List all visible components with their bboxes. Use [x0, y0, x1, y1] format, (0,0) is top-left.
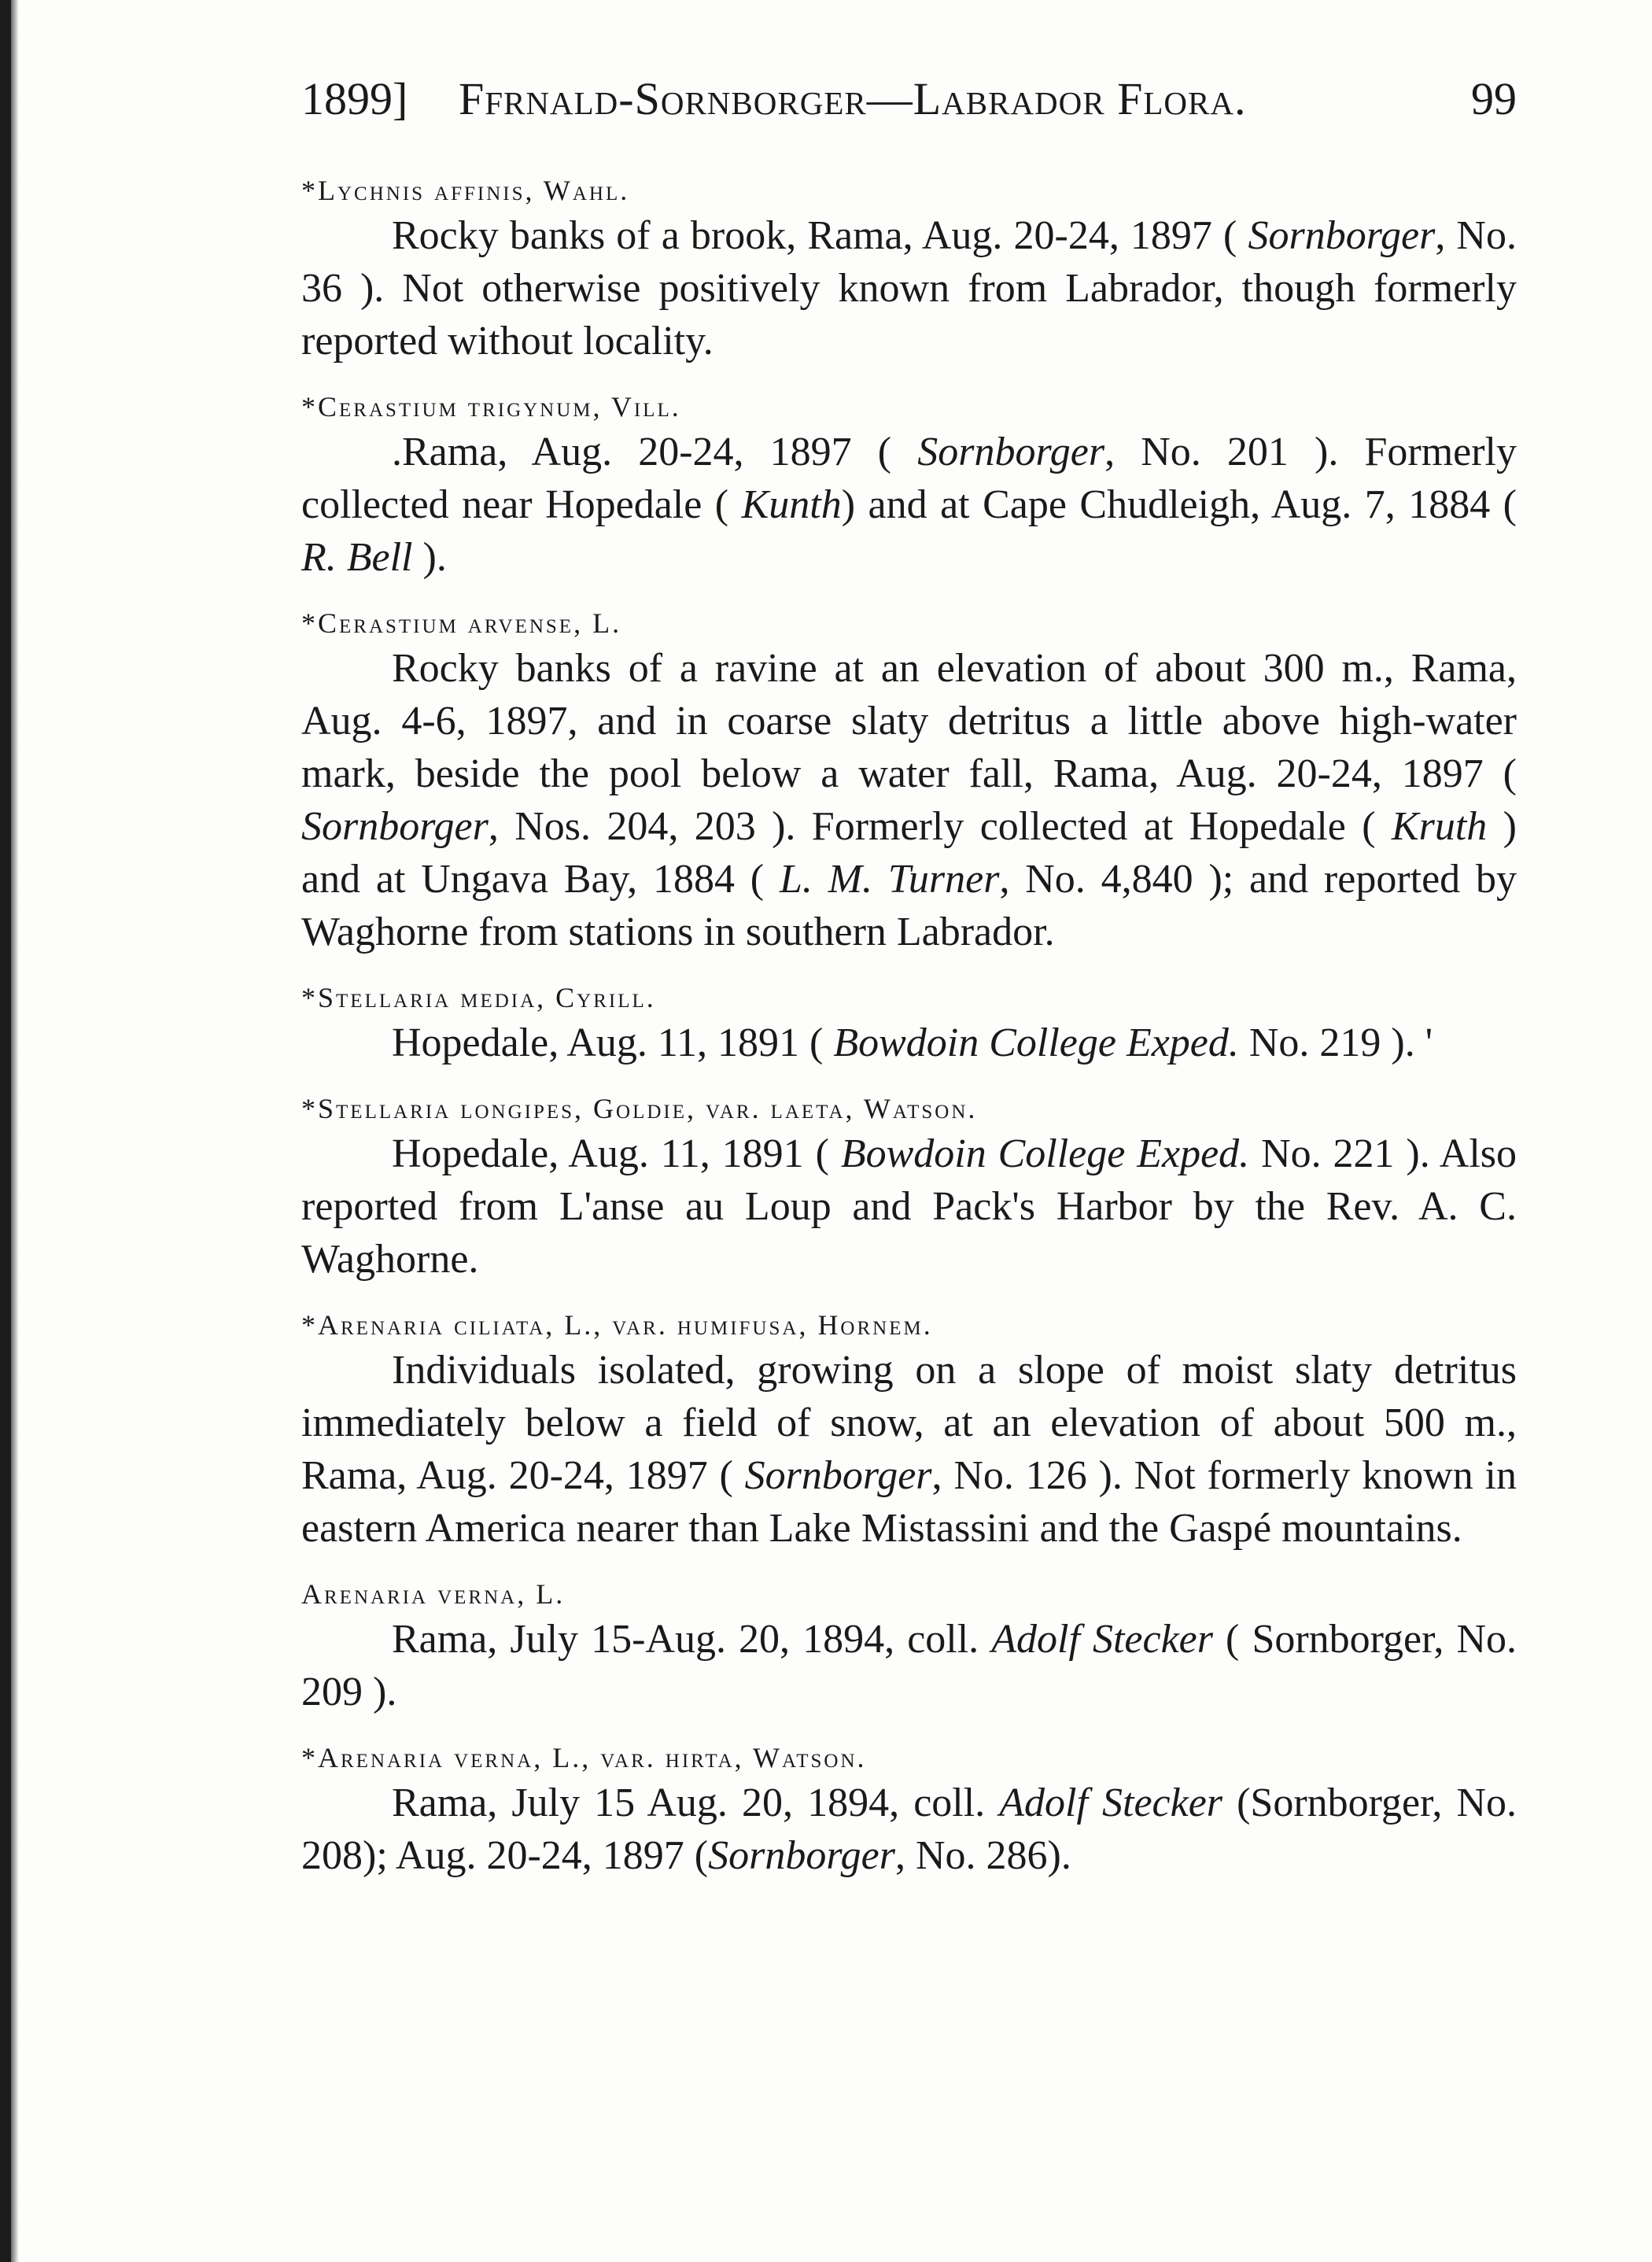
species-entry	[301, 388, 1517, 584]
italic-citation: Sornborger	[917, 430, 1105, 474]
text-segment: Hopedale, Aug. 11, 1891 (	[392, 1131, 841, 1176]
species-entry	[301, 1090, 1517, 1286]
entry-text	[301, 209, 1517, 367]
text-segment: , No. 201 ). Formerly collected near Hopedale (	[301, 430, 1517, 527]
italic-citation: Bowdoin College Exped.	[840, 1131, 1250, 1176]
species-name: *Arenaria verna, L., var. hirta, Watson.	[301, 1742, 867, 1773]
text-segment: , No. 36 ). Not otherwise positively known from Labrador, though formerly reported without locality.	[301, 213, 1517, 363]
italic-citation: Sornborger	[708, 1833, 895, 1878]
text-segment: Rama, July 15-Aug. 20, 1894, coll.	[392, 1617, 992, 1662]
text-segment: ( Sornborger, No. 209 ).	[301, 1617, 1517, 1714]
italic-citation: L. M. Turner	[779, 857, 1000, 902]
running-header	[301, 72, 1517, 143]
species-entry	[301, 1739, 1517, 1882]
binding-edge	[0, 0, 11, 2262]
species-entry	[301, 979, 1517, 1069]
italic-citation: Kunth	[741, 482, 842, 527]
text-segment: ) and at Ungava Bay, 1884 (	[301, 804, 1517, 902]
italic-citation: R. Bell	[301, 535, 413, 580]
species-entry	[301, 1575, 1517, 1718]
italic-citation: Bowdoin College Exped.	[833, 1020, 1239, 1065]
species-name: *Cerastium arvense, L.	[301, 607, 622, 639]
italic-citation: Kruth	[1391, 804, 1488, 849]
text-segment: Rocky banks of a brook, Rama, Aug. 20-24, 1897 (	[392, 213, 1248, 258]
text-segment: ).	[412, 535, 447, 580]
species-name: *Lychnis affinis, Wahl.	[301, 175, 630, 206]
species-entry	[301, 172, 1517, 367]
italic-citation: Adolf Stecker	[991, 1617, 1213, 1662]
italic-citation: Sornborger	[1248, 213, 1436, 258]
page-body	[301, 172, 1517, 1902]
entry-text	[301, 426, 1517, 584]
species-entry	[301, 1306, 1517, 1555]
text-segment: (Sornborger, No. 208); Aug. 20-24, 1897 (	[301, 1780, 1517, 1878]
running-title: Ffrnald-Sornborger—Labrador Flora.	[459, 73, 1247, 124]
text-segment: , Nos. 204, 203 ). Formerly collected at Hopedale (	[488, 804, 1392, 849]
text-segment: ) and at Cape Chudleigh, Aug. 7, 1884 (	[841, 482, 1517, 527]
entry-text	[301, 1017, 1517, 1069]
text-segment: , No. 286).	[894, 1833, 1071, 1878]
text-segment: Rama, July 15 Aug. 20, 1894, coll.	[392, 1780, 1000, 1825]
entry-text	[301, 1613, 1517, 1718]
species-name: *Cerastium trigynum, Vill.	[301, 391, 681, 423]
text-segment: , No. 126 ). Not formerly known in eastern America nearer than Lake Mistassini and the Gaspé mountains.	[301, 1453, 1517, 1551]
italic-citation: Sornborger	[744, 1453, 932, 1498]
species-name: *Stellaria media, Cyrill.	[301, 982, 656, 1013]
header-year: 1899]	[301, 73, 408, 124]
species-name: Arenaria verna, L.	[301, 1578, 566, 1610]
text-segment: Rocky banks of a ravine at an elevation of about 300 m., Rama, Aug. 4-6, 1897, and in coarse slaty detritus a little above high-water mark, beside the pool below a water fall, Rama, Aug. 20-24, 1897 (	[301, 646, 1517, 796]
entry-text	[301, 1344, 1517, 1555]
text-segment: .Rama, Aug. 20-24, 1897 (	[392, 430, 918, 474]
entry-text	[301, 1127, 1517, 1286]
text-segment: No. 219 ). '	[1238, 1020, 1433, 1065]
species-name: *Stellaria longipes, Goldie, var. laeta, Watson.	[301, 1093, 978, 1124]
text-segment: , No. 4,840 ); and reported by Waghorne from stations in southern Labrador.	[301, 857, 1517, 954]
text-segment: No. 221 ). Also reported from L'anse au Loup and Pack's Harbor by the Rev. A. C. Waghorne.	[301, 1131, 1517, 1282]
text-segment: Individuals isolated, growing on a slope of moist slaty detritus immediately below a field of snow, at an elevation of about 500 m., Rama, Aug. 20-24, 1897 (	[301, 1348, 1517, 1498]
species-name: *Arenaria ciliata, L., var. humifusa, Hornem.	[301, 1309, 933, 1341]
italic-citation: Sornborger	[301, 804, 489, 849]
species-entry	[301, 604, 1517, 958]
italic-citation: Adolf Stecker	[999, 1780, 1223, 1825]
page-number: 99	[1471, 73, 1517, 124]
entry-text	[301, 1777, 1517, 1882]
text-segment: Hopedale, Aug. 11, 1891 (	[392, 1020, 834, 1065]
binding-shadow	[11, 0, 19, 2262]
entry-text	[301, 642, 1517, 958]
